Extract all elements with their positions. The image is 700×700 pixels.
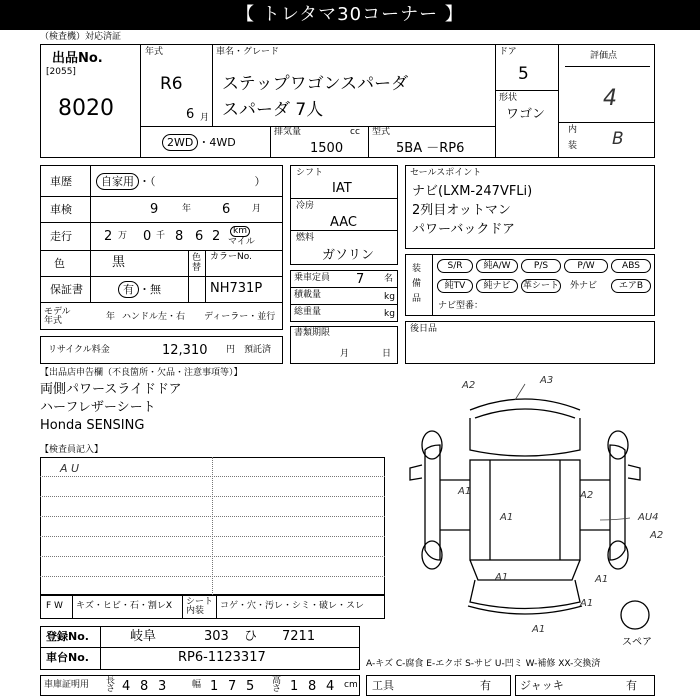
cert-len-digit: 4 — [122, 679, 131, 694]
registration-kana: ひ — [244, 629, 258, 644]
damage-mark: A1 — [500, 512, 514, 523]
cert-wid-digit: 1 — [210, 679, 219, 694]
mirror-right — [628, 465, 640, 480]
drive-2wd: 2WD — [162, 134, 198, 151]
cert-unit: cm — [344, 680, 358, 690]
floor-sheet: シート内装 — [186, 597, 214, 616]
displacement-unit: cc — [350, 127, 360, 137]
score-label: 評価点 — [590, 51, 618, 61]
shift-value: IAT — [332, 181, 352, 196]
rear-glass-outline — [470, 560, 580, 580]
warranty-label: 保証書 — [50, 283, 83, 296]
inspection-month: 6 — [222, 202, 231, 217]
interior-label-2: 装 — [568, 141, 578, 151]
fuel-value: ガソリン — [322, 248, 375, 263]
car-name: ステップワゴンスパーダ — [222, 74, 409, 94]
tools-value: 有 — [480, 679, 491, 692]
chassis-value: RP6-1123317 — [178, 650, 266, 665]
sales-point-line: ナビ(LXM-247VFLi) — [412, 184, 533, 199]
damage-mark: A2 — [580, 490, 594, 501]
model-year-dealer: ディーラー・並行 — [204, 312, 276, 322]
interior-label-1: 内 — [568, 125, 578, 135]
tools-label: 工具 — [372, 679, 394, 692]
ac-value: AAC — [330, 215, 357, 230]
header-note: （検査機）対応済証 — [40, 32, 122, 42]
equipment-tv: 純TV — [437, 279, 473, 293]
year-label: 年式 — [145, 47, 164, 57]
mileage-u2: 千 — [156, 231, 166, 241]
cert-wid-digit: 5 — [246, 679, 255, 694]
sales-point-line: パワーバックドア — [412, 222, 515, 237]
roof-outline — [470, 460, 580, 560]
vehicle-info-table — [40, 165, 283, 330]
inspector-handwritten: A U — [60, 462, 80, 475]
spare-label: スペア — [622, 637, 652, 648]
capacity-label: 乗車定員 — [294, 273, 331, 283]
color-code: NH731P — [210, 281, 263, 296]
interior-value: B — [612, 129, 624, 149]
year-value: R6 — [160, 74, 183, 94]
mirror-left — [410, 465, 422, 480]
cert-len-digit: 8 — [140, 679, 149, 694]
hood-outline — [470, 418, 580, 456]
registration-class: 303 — [204, 629, 229, 644]
doors-value: 5 — [518, 64, 529, 84]
inspection-month-unit: 月 — [252, 204, 262, 214]
jack-label: ジャッキ — [520, 679, 564, 692]
cert-len-label: 長さ — [106, 676, 116, 694]
recycle-note: 預託済 — [244, 345, 272, 355]
cert-hei-digit: 8 — [308, 679, 317, 694]
mileage-d4: 6 — [195, 229, 204, 244]
damage-mark: A2 — [462, 380, 476, 391]
sales-point-line: 2列目オットマン — [412, 203, 511, 218]
load-unit: kg — [384, 292, 395, 302]
cert-wid-digit: 7 — [228, 679, 237, 694]
equipment-ps: P/S — [521, 259, 561, 273]
displacement-label: 排気量 — [274, 127, 302, 137]
fuel-label: 燃料 — [296, 233, 315, 243]
seller-note-line: ハーフレザーシート — [40, 400, 156, 415]
car-label: 車名・グレード — [216, 47, 280, 57]
damage-mark: A2 — [650, 530, 664, 541]
equipment-pw: P/W — [564, 259, 608, 273]
color-change-label: 色替 — [192, 253, 202, 273]
seller-note-line: Honda SENSING — [40, 418, 145, 433]
inspection-year: 9 — [150, 202, 159, 217]
model-year-label: モデル年式 — [44, 307, 71, 326]
lot-number: 8020 — [58, 96, 114, 121]
attached-box — [405, 321, 655, 364]
deadline-day: 日 — [382, 349, 392, 359]
damage-mark: AU4 — [638, 512, 659, 523]
doors-label: ドア — [499, 47, 517, 57]
car-grade: スパーダ 7人 — [222, 100, 324, 120]
equipment-alloy-wheels: 純A/W — [476, 259, 518, 273]
model-label: 型式 — [372, 127, 391, 137]
equipment-navi-type: ナビ型番： — [438, 301, 484, 311]
year-month: 6 — [186, 107, 195, 122]
car-damage-diagram — [400, 370, 690, 660]
model-year-handle: ハンドル — [122, 312, 159, 322]
shape-label: 形状 — [499, 93, 518, 103]
cert-hei-label: 高さ — [272, 676, 282, 694]
lot-sub: [2055] — [46, 67, 76, 77]
registration-label: 登録No. — [46, 630, 89, 643]
model-year-lr: 左・右 — [158, 312, 186, 322]
wheel-rear-right — [608, 541, 628, 569]
capacity-unit: 名 — [384, 274, 394, 284]
floor-items2: コゲ・穴・汚レ・シミ・破レ・スレ — [220, 601, 365, 611]
ac-label: 冷房 — [296, 201, 315, 211]
equipment-ext-navi: 外ナビ — [570, 281, 598, 291]
color-code-label: カラーNo. — [210, 252, 252, 262]
chassis-label: 車台No. — [46, 651, 89, 664]
recycle-unit: 円 — [226, 345, 236, 355]
recycle-value: 12,310 — [162, 343, 208, 358]
displacement-value: 1500 — [310, 141, 344, 156]
drive-4wd: ・4WD — [198, 136, 236, 149]
mileage-u1: 万 — [118, 231, 128, 241]
seller-note-line: 両側パワースライドドア — [40, 382, 182, 397]
floor-items: キズ・ヒビ・石・割レX — [76, 601, 172, 611]
equipment-navi: 純ナビ — [476, 279, 518, 293]
model-value: 5BA －RP6 — [396, 141, 465, 156]
shift-label: シフト — [296, 168, 324, 178]
damage-mark: A1 — [495, 572, 509, 583]
color-value: 黒 — [112, 255, 126, 270]
damage-mark: A1 — [532, 624, 546, 635]
shape-value: ワゴン — [506, 107, 546, 122]
seller-notes-label: 【出品店申告欄（不良箇所・欠品・注意事項等）】 — [40, 368, 243, 378]
warranty-other: ・無 — [139, 283, 161, 296]
equipment-sr: S/R — [437, 259, 473, 273]
jack-value: 有 — [626, 679, 637, 692]
cert-wid-label: 幅 — [192, 680, 202, 690]
attached-label: 後日品 — [410, 324, 438, 334]
damage-mark: A3 — [540, 375, 554, 386]
equipment-abs: ABS — [611, 259, 651, 273]
cert-label: 車庫証明用 — [44, 680, 90, 690]
equipment-airbag: エアB — [611, 279, 651, 293]
damage-mark: A1 — [458, 486, 472, 497]
spare-tire-icon — [621, 601, 649, 629]
model-year-unit: 年 — [106, 312, 116, 322]
load-label: 積載量 — [294, 290, 322, 300]
registration-number: 7211 — [282, 629, 316, 644]
cert-len-digit: 3 — [158, 679, 167, 694]
mileage-d5: 2 — [212, 229, 221, 244]
damage-legend: A-キズ C-腐食 E-エクボ S-サビ U-凹ミ W-補修 XX-交換済 — [366, 659, 601, 669]
floor-fw: F W — [46, 601, 63, 611]
lot-label: 出品No. — [52, 51, 103, 66]
mileage-unit-km: km — [230, 226, 250, 237]
tailgate-outline — [470, 580, 580, 609]
cert-hei-digit: 4 — [326, 679, 335, 694]
header-section — [40, 44, 655, 158]
mileage-unit-mile: マイル — [228, 237, 255, 247]
history-rest: ・（ ） — [139, 175, 266, 188]
deadline-month: 月 — [340, 349, 350, 359]
wheel-rear-left — [422, 541, 442, 569]
registration-area: 岐阜 — [130, 629, 157, 644]
mileage-d1: 2 — [104, 229, 113, 244]
inspector-label: 【検査員記入】 — [40, 445, 104, 455]
sales-point-label: セールスポイント — [410, 168, 482, 178]
inspection-year-unit: 年 — [182, 204, 192, 214]
color-label: 色 — [54, 257, 65, 270]
cert-hei-digit: 1 — [290, 679, 299, 694]
score-value: 4 — [603, 86, 617, 111]
damage-mark: A1 — [595, 574, 609, 585]
mileage-d2: 0 — [143, 229, 152, 244]
history-value: 自家用 — [96, 173, 139, 190]
warranty-selected: 有 — [118, 281, 139, 298]
year-month-unit: 月 — [200, 113, 210, 123]
damage-mark: A1 — [580, 598, 594, 609]
gross-unit: kg — [384, 309, 395, 319]
equipment-leather: 革シート — [522, 281, 559, 291]
equipment-label: 装備品 — [412, 264, 422, 304]
inspection-label: 車検 — [50, 203, 72, 216]
capacity-value: 7 — [356, 272, 365, 287]
mileage-d3: 8 — [175, 229, 184, 244]
deadline-label: 書類期限 — [294, 328, 331, 338]
auction-sheet-banner: 【 トレタマ30コーナー 】 — [0, 0, 700, 30]
mileage-label: 走行 — [50, 230, 72, 243]
recycle-label: リサイクル料金 — [48, 345, 110, 355]
history-label: 車歴 — [50, 175, 72, 188]
gross-label: 総重量 — [294, 307, 322, 317]
